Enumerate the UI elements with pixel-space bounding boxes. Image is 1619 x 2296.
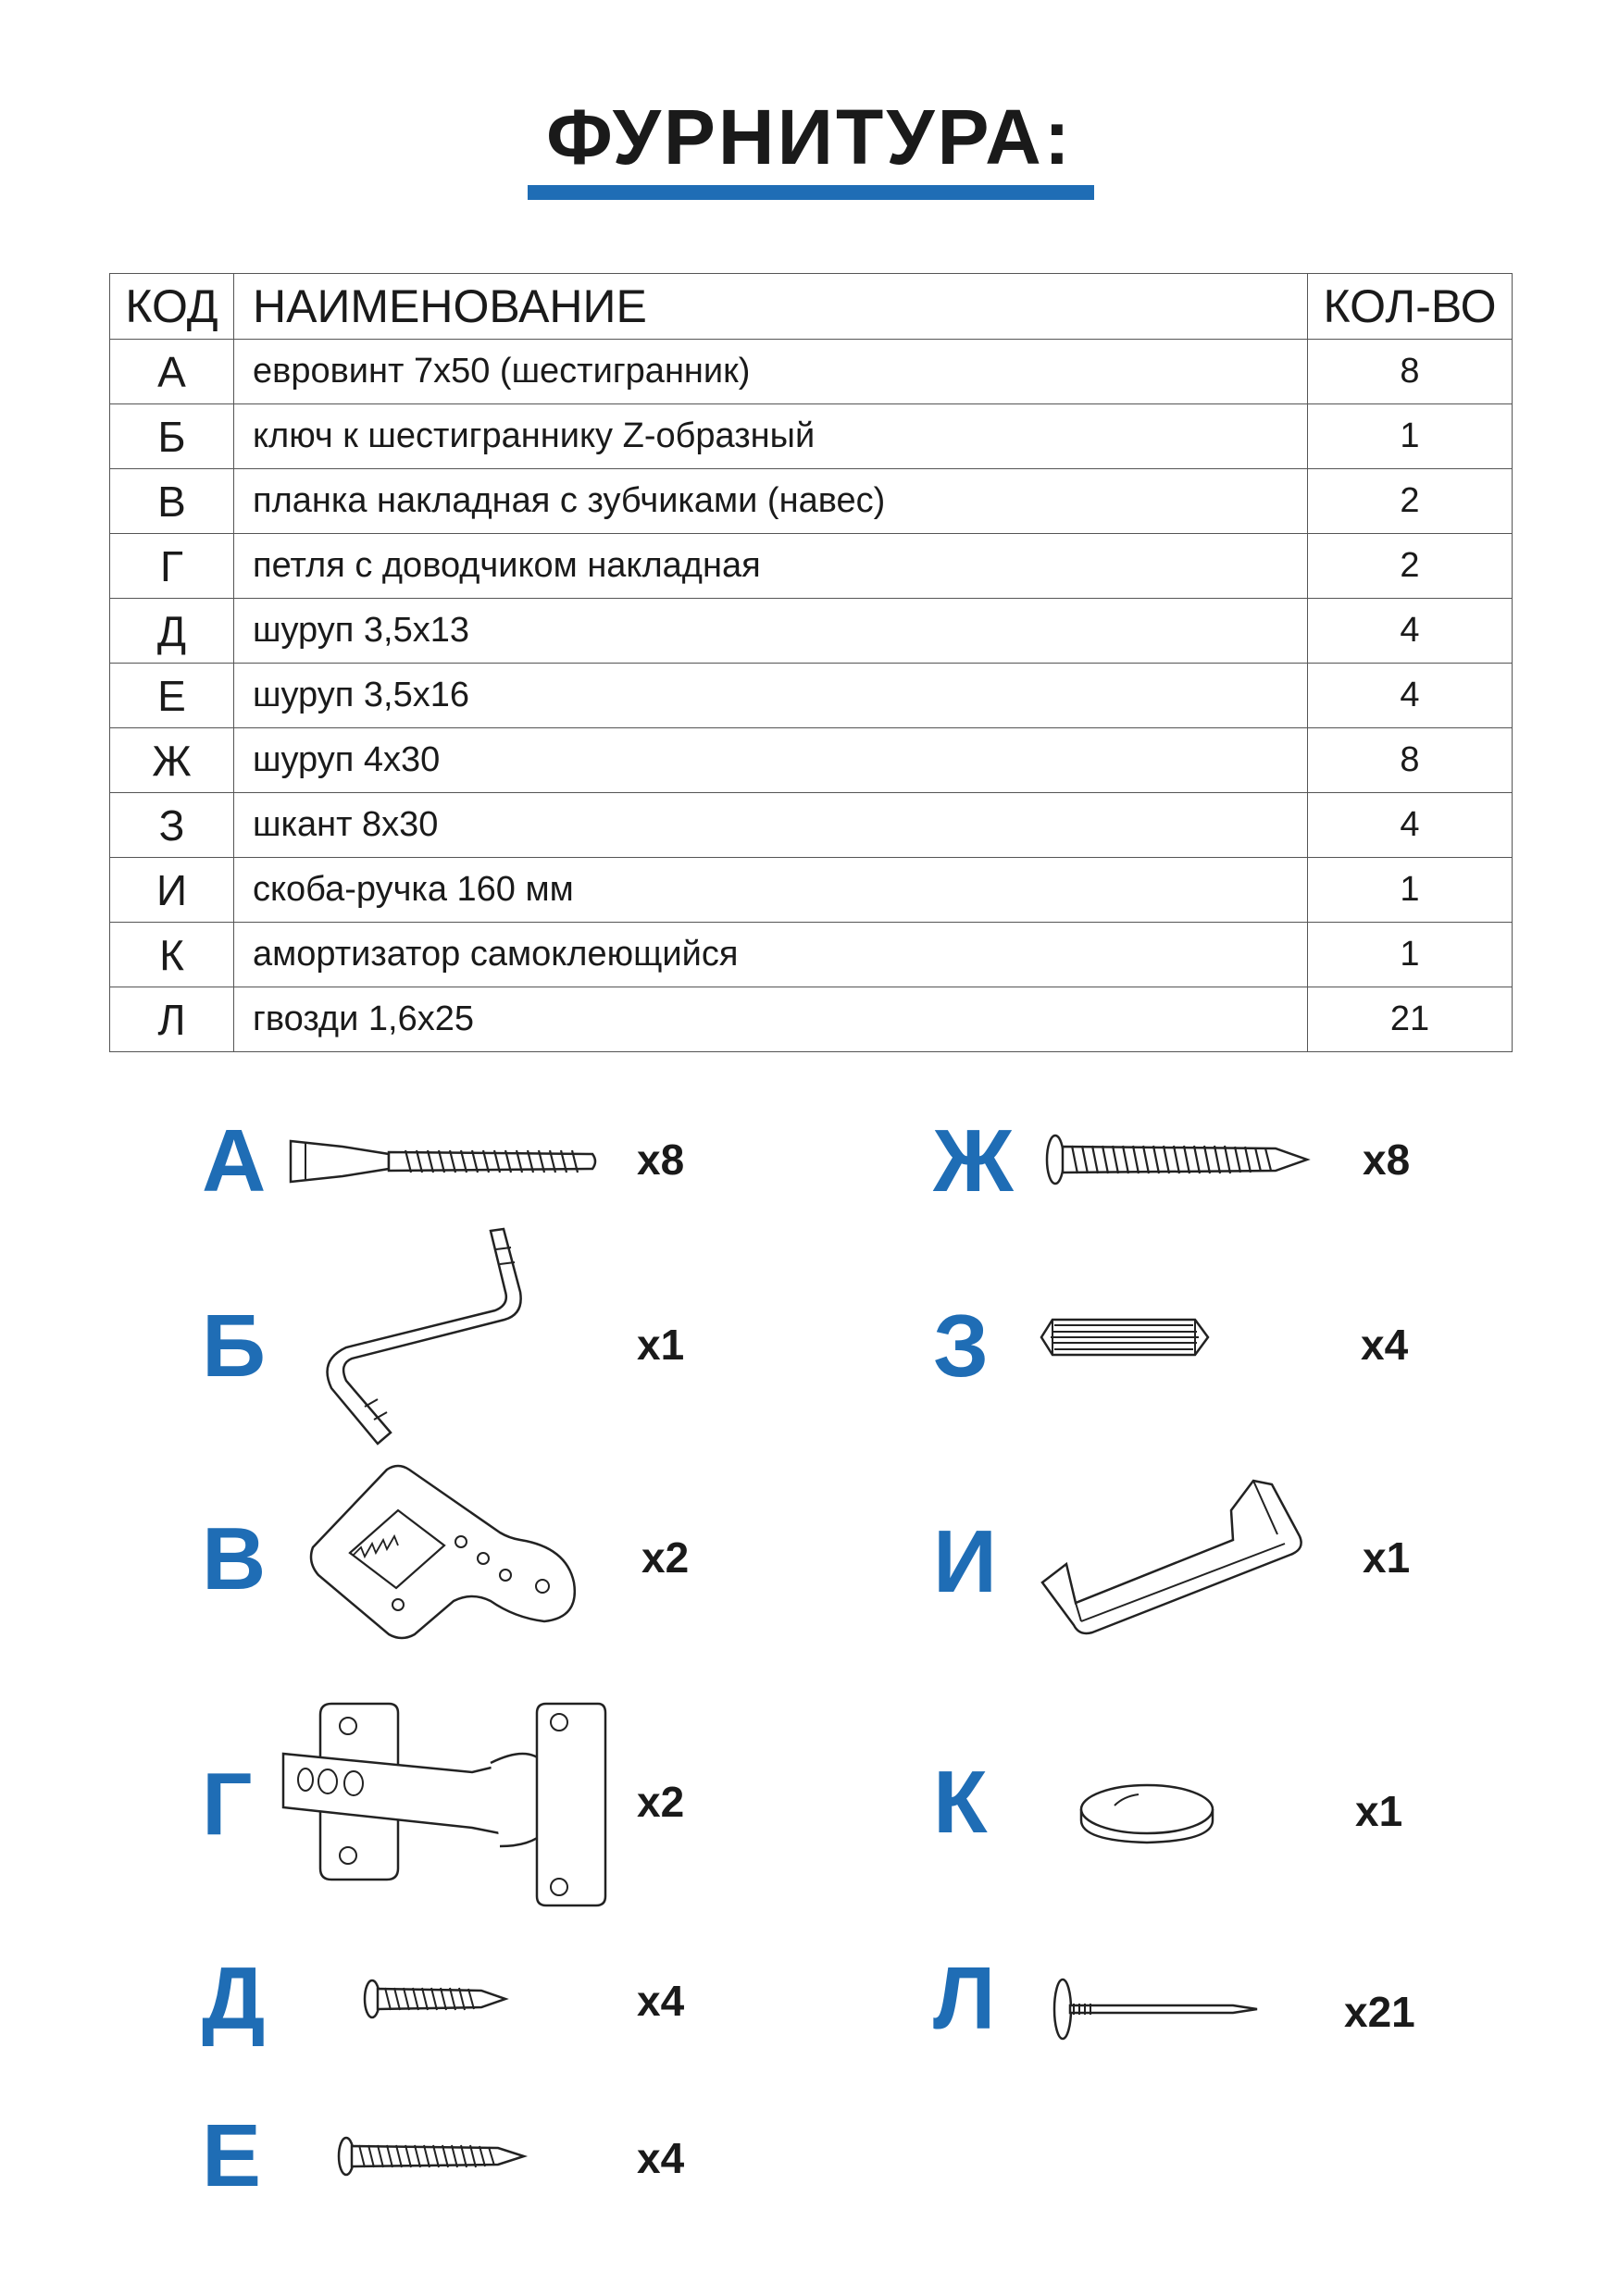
table-row xyxy=(110,858,1513,923)
table-row xyxy=(110,534,1513,599)
part-name: гвозди 1,6х25 xyxy=(234,987,1308,1052)
handle-icon xyxy=(1039,1473,1316,1640)
part-qty: 1 xyxy=(1308,923,1513,987)
part-qty: 4 xyxy=(1308,664,1513,728)
part-code: Б xyxy=(110,404,234,469)
part-qty: 1 xyxy=(1308,404,1513,469)
illustration-letter: Л xyxy=(933,1949,996,2048)
long-screw-icon xyxy=(1044,1132,1313,1187)
illustration-count: х4 xyxy=(1361,1321,1409,1369)
part-code: Г xyxy=(110,534,234,599)
illustration-letter: А xyxy=(202,1111,267,1210)
table-row xyxy=(110,340,1513,404)
part-name: ключ к шестиграннику Z-образный xyxy=(234,404,1308,469)
illustration-count: х2 xyxy=(641,1533,690,1582)
part-qty: 2 xyxy=(1308,469,1513,534)
part-code: К xyxy=(110,923,234,987)
illustration-letter: Е xyxy=(202,2106,262,2205)
illustration-letter: И xyxy=(933,1512,997,1611)
table-header-row xyxy=(110,274,1513,340)
part-name: скоба-ручка 160 мм xyxy=(234,858,1308,923)
table-row xyxy=(110,793,1513,858)
part-name: амортизатор самоклеющийся xyxy=(234,923,1308,987)
table-row xyxy=(110,923,1513,987)
illustration-letter: Д xyxy=(202,1949,266,2048)
screw-icon xyxy=(335,2133,529,2179)
euroscrew-icon xyxy=(287,1134,602,1189)
table-row xyxy=(110,469,1513,534)
illustration-letter: В xyxy=(202,1509,267,1608)
parts-table xyxy=(109,273,1513,1052)
part-name: шуруп 4х30 xyxy=(234,728,1308,793)
part-qty: 21 xyxy=(1308,987,1513,1052)
part-code: Л xyxy=(110,987,234,1052)
hex-key-icon xyxy=(305,1222,555,1453)
illustration-count: х4 xyxy=(637,2134,685,2182)
part-name: шуруп 3,5х16 xyxy=(234,664,1308,728)
short-screw-icon xyxy=(361,1976,509,2022)
part-code: З xyxy=(110,793,234,858)
part-name: шкант 8х30 xyxy=(234,793,1308,858)
nail-icon xyxy=(1052,1976,1261,2042)
part-code: Д xyxy=(110,599,234,664)
illustration-letter: К xyxy=(933,1753,988,1852)
part-code: И xyxy=(110,858,234,923)
hinge-icon xyxy=(278,1698,611,1911)
table-row xyxy=(110,404,1513,469)
illustration-count: х21 xyxy=(1344,1988,1415,2036)
illustration-letter: З xyxy=(933,1297,990,1396)
part-code: Е xyxy=(110,664,234,728)
illustration-count: х2 xyxy=(637,1778,685,1826)
title-underline xyxy=(528,185,1094,200)
column-header-name: НАИМЕНОВАНИЕ xyxy=(234,274,1308,340)
illustration-letter: Ж xyxy=(933,1111,1014,1210)
table-row xyxy=(110,987,1513,1052)
illustration-count: х4 xyxy=(637,1977,685,2025)
part-qty: 4 xyxy=(1308,793,1513,858)
part-qty: 8 xyxy=(1308,728,1513,793)
column-header-code: КОД xyxy=(110,274,234,340)
part-qty: 8 xyxy=(1308,340,1513,404)
part-name: петля с доводчиком накладная xyxy=(234,534,1308,599)
illustration-count: х1 xyxy=(637,1321,685,1369)
illustration-letter: Г xyxy=(202,1755,253,1854)
part-qty: 2 xyxy=(1308,534,1513,599)
dowel-icon xyxy=(1040,1312,1210,1362)
part-code: А xyxy=(110,340,234,404)
part-qty: 1 xyxy=(1308,858,1513,923)
illustration-count: х8 xyxy=(1363,1136,1411,1184)
illustration-count: х1 xyxy=(1355,1787,1403,1835)
bumper-icon xyxy=(1077,1772,1216,1848)
part-name: планка накладная с зубчиками (навес) xyxy=(234,469,1308,534)
hanging-plate-icon xyxy=(305,1462,583,1647)
table-row xyxy=(110,664,1513,728)
part-name: евровинт 7х50 (шестигранник) xyxy=(234,340,1308,404)
part-code: В xyxy=(110,469,234,534)
table-row xyxy=(110,599,1513,664)
part-name: шуруп 3,5х13 xyxy=(234,599,1308,664)
column-header-qty: КОЛ-ВО xyxy=(1308,274,1513,340)
part-qty: 4 xyxy=(1308,599,1513,664)
illustration-letter: Б xyxy=(202,1297,266,1396)
illustration-count: х1 xyxy=(1363,1533,1411,1582)
page-title: ФУРНИТУРА: xyxy=(546,93,1073,180)
part-code: Ж xyxy=(110,728,234,793)
illustration-count: х8 xyxy=(637,1136,685,1184)
table-row xyxy=(110,728,1513,793)
